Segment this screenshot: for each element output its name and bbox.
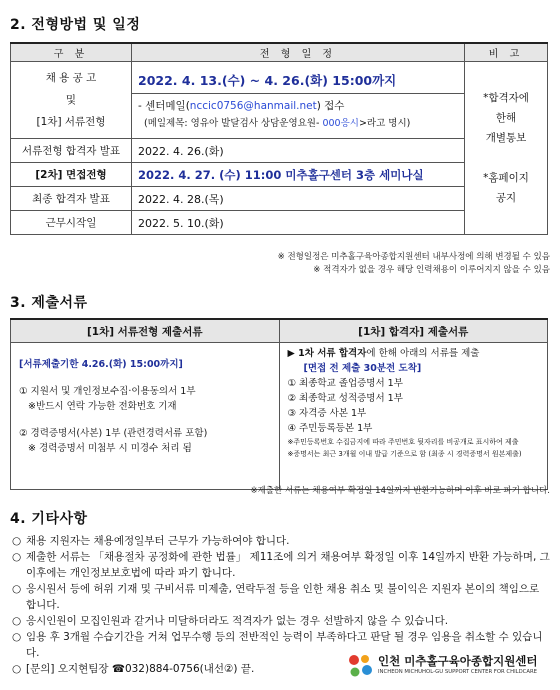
remark-line: *홈페이지 <box>483 172 529 184</box>
schedule-header-row <box>11 43 548 62</box>
schedule-label-start-date: 근무시작일 <box>11 211 132 235</box>
schedule-note: ※ 전형일정은 미추홀구육아종합지원센터 내부사정에 의해 변경될 수 있음 <box>277 252 550 262</box>
doc-item: ① 최종학교 졸업증명서 1부 <box>287 378 403 389</box>
subject-suffix: >라고 명시) <box>358 118 411 129</box>
bullet-marker: ○ <box>12 583 22 595</box>
second-arrival-note: [면접 전 제출 30분전 도착] <box>303 363 422 374</box>
application-method <box>132 94 464 115</box>
doc-item: ① 지원서 및 개인정보수집·이용동의서 1부 <box>19 386 196 397</box>
schedule-label-interview: [2차] 면접전형 <box>11 163 132 187</box>
center-logo <box>345 652 553 680</box>
schedule-label-final-result: 최종 합격자 발표 <box>11 187 132 211</box>
doc-small-note: ※주민등록번호 수집금지에 따라 주민번호 뒷자리를 비공개로 표시하여 제출 <box>287 438 519 446</box>
section3-title: 3. 제출서류 <box>10 295 88 311</box>
label-line: [1차] 서류전형 <box>36 116 106 128</box>
label-line: 및 <box>65 94 77 106</box>
documents-header-second: [1차] 합격자] 제출서류 <box>279 319 548 343</box>
list-item-text: [문의] 오지현팀장 ☎032)884-0756(내선②) 끝. <box>26 663 255 675</box>
bullet-marker: ○ <box>12 663 22 675</box>
schedule-value-announcement <box>132 62 465 139</box>
center-logo-name: 인천 미추홀구육아종합지원센터 <box>378 654 538 668</box>
list-item-text: 응시인원이 모집인원과 같거나 미달하더라도 적격자가 없는 경우 선발하지 않을 수 있습니다. <box>26 615 449 627</box>
remark-line: 개별통보 <box>485 132 527 144</box>
bullet-marker: ○ <box>12 615 22 627</box>
schedule-header-remark: 비 고 <box>465 43 548 62</box>
list-item <box>12 549 552 581</box>
remark-line <box>465 148 547 168</box>
schedule-label-announcement <box>11 62 132 139</box>
schedule-header-category: 구 분 <box>11 43 132 62</box>
schedule-table <box>10 42 548 235</box>
doc-item-note: ※반드시 연락 가능한 전화번호 기재 <box>19 401 177 412</box>
list-item-text: 채용 지원자는 채용예정일부터 근무가 가능하여야 합니다. <box>26 535 290 547</box>
bullet-marker: ○ <box>12 631 22 643</box>
second-intro <box>288 346 540 361</box>
label-line: 채 용 공 고 <box>45 72 97 84</box>
remark-line: *합격자에 <box>483 92 529 104</box>
schedule-notes <box>278 251 550 277</box>
second-intro-rest: 에 한해 아래의 서류를 제출 <box>366 348 480 359</box>
list-item <box>12 533 552 549</box>
schedule-value-start-date: 2022. 5. 10.(화) <box>132 211 465 235</box>
subject-link: 000응시 <box>322 118 359 129</box>
schedule-note: ※ 적격자가 없을 경우 해당 인력채용이 이루어지지 않을 수 있음 <box>313 265 550 275</box>
documents-header-first: [1차] 서류전형 제출서류 <box>11 319 280 343</box>
list-item <box>12 581 552 613</box>
center-logo-name-en: INCHEON MICHUHOL-GU SUPPORT CENTER FOR CHILDCARE <box>378 669 538 675</box>
list-item <box>12 613 552 629</box>
bullet-marker: ○ <box>12 551 22 563</box>
list-item-text: 제출한 서류는 「채용절차 공정화에 관한 법률」 제11조에 의거 채용여부 확정일 이후 14일까지 반환 가능하며, 그 이후에는 개인정보보호법에 따라 파기 합니다. <box>26 551 550 579</box>
documents-first-cell <box>11 343 280 490</box>
schedule-row-announcement <box>11 62 548 139</box>
email-subject-note <box>132 115 464 133</box>
schedule-value-doc-result: 2022. 4. 26.(화) <box>132 139 465 163</box>
doc-item-note: ※ 경력증명서 미첨부 시 미경수 처리 됨 <box>19 443 192 454</box>
application-period: 2022. 4. 13.(수) ~ 4. 26.(화) 15:00까지 <box>132 67 464 94</box>
section4-title: 4. 기타사항 <box>10 511 88 527</box>
submission-deadline: [서류제출기한 4.26.(화) 15:00까지] <box>19 359 183 370</box>
doc-item: ③ 자격증 사본 1부 <box>287 408 367 419</box>
center-logo-icon <box>345 652 375 680</box>
remark-line: 한해 <box>495 112 517 124</box>
second-intro-bold: ▶ 1차 서류 합격자 <box>287 348 367 359</box>
list-item-text: 임용 후 3개월 수습기간을 거쳐 업무수행 등의 전반적인 능력이 부족하다고 판달 될 경우 임용을 취소할 수 있습니다. <box>26 631 543 659</box>
documents-table <box>10 318 548 490</box>
documents-body-row <box>11 343 548 490</box>
remark-line: 공지 <box>495 192 517 204</box>
doc-item: ② 경력증명서(사본) 1부 (관련경력서류 포함) <box>19 428 208 439</box>
doc-small-note: ※증명서는 최근 3개월 이내 발급 기준으로 함 (최종 시 경력증명서 원본제출) <box>287 450 522 458</box>
schedule-value-interview: 2022. 4. 27. (수) 11:00 미추홀구센터 3층 세미나실 <box>132 163 465 187</box>
documents-note: ※제출한 서류는 채용여부 확정일 14일까지 반환가능하며 이후 바로 파기 합니다. <box>250 486 550 496</box>
doc-item: ④ 주민등록등본 1부 <box>287 423 373 434</box>
schedule-value-final-result: 2022. 4. 28.(목) <box>132 187 465 211</box>
doc-item: ② 최종학교 성적증명서 1부 <box>287 393 403 404</box>
subject-prefix: (메일제목: 영유아 발달검사 상담운영요원- <box>144 118 323 129</box>
schedule-remarks <box>465 62 548 235</box>
documents-header-row <box>11 319 548 343</box>
email-link[interactable]: nccic0756@hanmail.net <box>189 100 317 112</box>
schedule-label-doc-result: 서류전형 합격자 발표 <box>11 139 132 163</box>
bullet-marker: ○ <box>12 535 22 547</box>
documents-second-cell <box>279 343 548 490</box>
schedule-header-schedule: 전 형 일 정 <box>132 43 465 62</box>
method-suffix: ) 접수 <box>316 100 345 112</box>
method-prefix: - 센터메일( <box>138 100 190 112</box>
section2-title: 2. 전형방법 및 일정 <box>10 17 141 33</box>
list-item-text: 응시원서 등에 허위 기재 및 구비서류 미제출, 연락두절 등을 인한 채용 취소 및 불이익은 지원자 본이의 책임으로 합니다. <box>26 583 540 611</box>
